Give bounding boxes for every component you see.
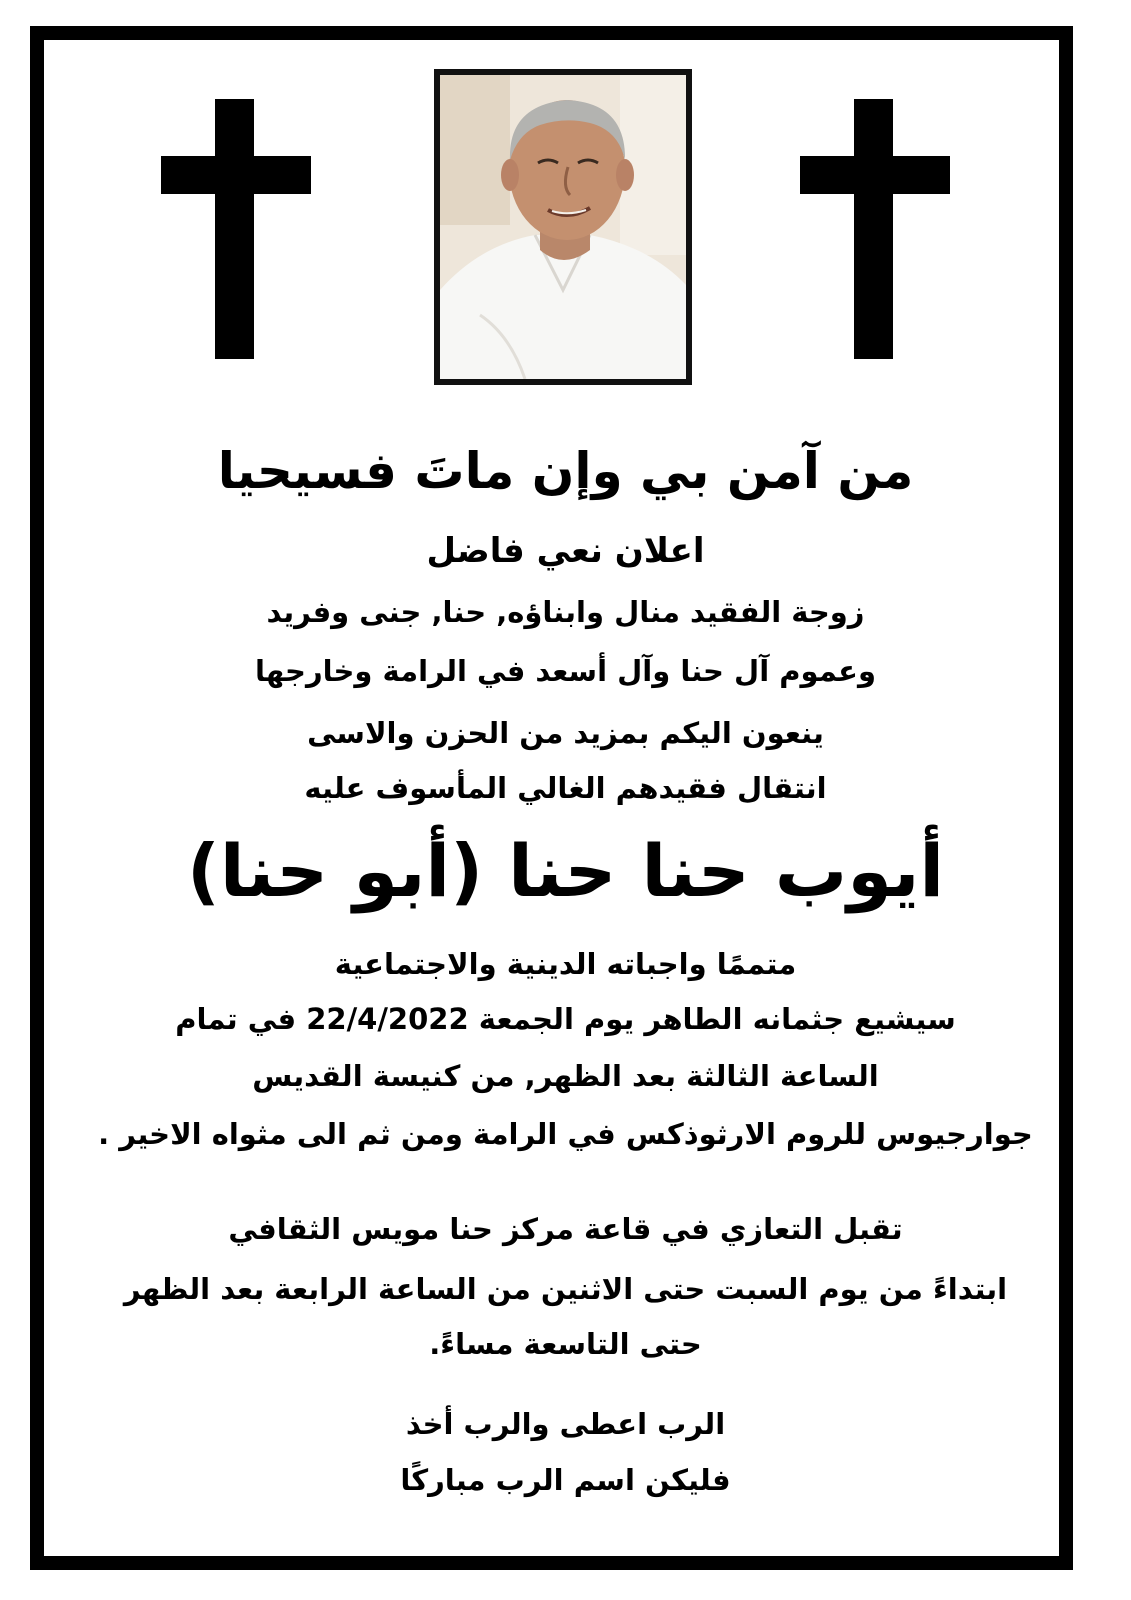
mourners-line: زوجة الفقيد منال وابناؤه, حنا, جنى وفريد — [266, 595, 865, 629]
closing-line: فليكن اسم الرب مباركًا — [400, 1463, 731, 1497]
mourners-line: وعموم آل حنا وآل أسعد في الرامة وخارجها — [255, 654, 876, 688]
funeral-line: جوارجيوس للروم الارثوذكس في الرامة ومن ثم الى مثواه الاخير . — [98, 1117, 1033, 1151]
funeral-line: متممًا واجباته الدينية والاجتماعية — [334, 947, 797, 981]
announcement-title: اعلان نعي فاضل — [426, 531, 705, 571]
deceased-portrait — [434, 69, 692, 385]
closing-line: الرب اعطى والرب أخذ — [405, 1407, 726, 1441]
deceased-name: أيوب حنا حنا (أبو حنا) — [186, 829, 945, 913]
mourners-line: انتقال فقيدهم الغالي المأسوف عليه — [304, 771, 827, 805]
cross-icon — [800, 99, 950, 359]
funeral-line: الساعة الثالثة بعد الظهر, من كنيسة القديس — [252, 1059, 879, 1093]
verse-heading: من آمن بي وإن ماتَ فسيحيا — [217, 442, 914, 500]
funeral-line: سيشيع جثمانه الطاهر يوم الجمعة 22/4/2022 في تمام — [175, 1002, 956, 1036]
condolences-line: حتى التاسعة مساءً. — [429, 1327, 702, 1361]
condolences-line: ابتداءً من يوم السبت حتى الاثنين من الساعة الرابعة بعد الظهر — [123, 1272, 1008, 1306]
condolences-line: تقبل التعازي في قاعة مركز حنا مويس الثقافي — [228, 1212, 903, 1246]
cross-icon — [161, 99, 311, 359]
mourners-line: ينعون اليكم بمزيد من الحزن والاسى — [307, 716, 824, 750]
